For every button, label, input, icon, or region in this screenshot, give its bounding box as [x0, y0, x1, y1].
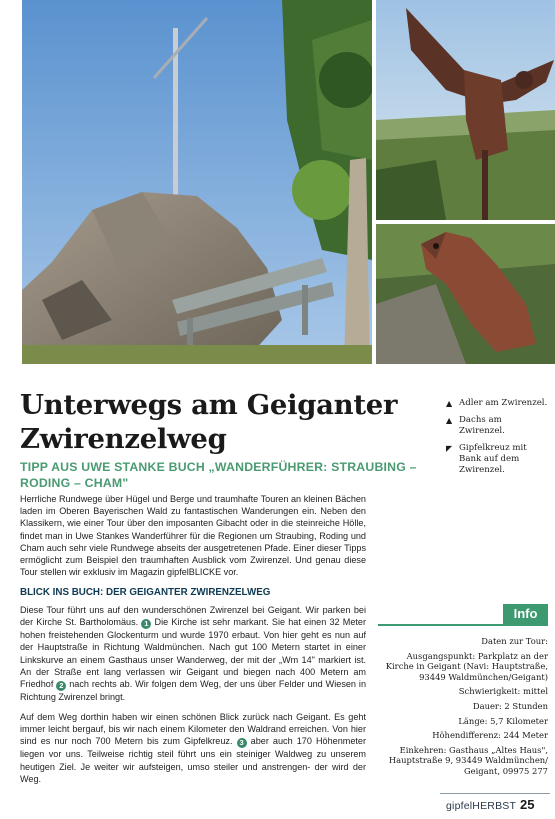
- info-stop: Einkehren: Gasthaus „Altes Haus", Hauptstraße 9, 93449 Waldmünchen/ Geigant, 09975 277: [388, 744, 548, 776]
- caption-arrow-icon: ▲: [446, 416, 453, 425]
- photo-captions: [446, 398, 550, 482]
- caption-text: Adler am Zwirenzel.: [459, 398, 548, 408]
- tour-info-box: [378, 636, 548, 781]
- info-divider: [378, 624, 548, 626]
- info-difficulty: Schwierigkeit: mittel: [458, 686, 548, 697]
- footer-brand: gipfelHERBST: [446, 800, 517, 812]
- info-length: Länge: 5,7 Kilometer: [458, 715, 548, 726]
- waypoint-1-marker: 1: [141, 619, 151, 629]
- section-heading: BLICK INS BUCH: DER GEIGANTER ZWIRENZELWEG: [20, 587, 271, 598]
- info-heading: Daten zur Tour:: [481, 636, 548, 646]
- caption-eagle: [446, 398, 550, 409]
- caption-text: Dachs am Zwirenzel.: [459, 415, 505, 436]
- caption-arrow-icon: ◤: [446, 444, 453, 453]
- article-paragraph-2: [20, 711, 366, 785]
- info-start: Ausgangspunkt: Parkplatz an der Kirche in Geigant (Navi: Hauptstraße, 93449 Waldmünchen/Geigant): [385, 650, 548, 682]
- summit-cross-photo: [22, 0, 372, 364]
- caption-arrow-icon: ▲: [446, 399, 453, 408]
- waypoint-3-marker: 3: [237, 738, 247, 748]
- article-paragraph-1: [20, 604, 366, 703]
- article-subtitle: TIPP AUS UWE STANKE BUCH „WANDERFÜHRER: STRAUBING – RODING – CHAM": [20, 460, 417, 490]
- footer-rule: [440, 793, 550, 794]
- paragraph-2-text-b: aber auch 170 Höhenmeter liegen vor uns. Teilweise richtig steil führt uns ein steiniger Waldweg zu unserem heutigen Ziel. Je weiter wir aufsteigen, umso steiler und anstrengen- der wird der Weg.: [20, 736, 366, 784]
- paragraph-1-text-a: Diese Tour führt uns auf den wunderschönen Zwirenzel bei Geigant. Wir parken bei der Kirche St. Bartholomäus.: [20, 605, 366, 628]
- paragraph-1-text-b: Die Kirche ist sehr markant. Sie hat einen 32 Meter hohen freistehenden Glockenturm und wurde 1970 erbaut. Von hier geht es nun auf der Hauptstraße in Richtung Waldmünchen. Nach gut 100 Metern startet in einer Linkskurve an einem Gasthaus unser Wanderweg, der mit der „Wm 14" markiert ist. An der Straße ent lang verlassen wir Geigant und biegen nach 400 Metern am Friedhof: [20, 617, 366, 690]
- info-tab: Info: [503, 604, 548, 624]
- paragraph-2-text-a: Auf dem Weg dorthin haben wir einen schönen Blick zurück nach Geigant. Es geht immer leicht bergauf, bis wir nach einem Kilometer den Waldrand erreichen. Von hier sind es nur noch 700 Metern bis zum Gipfelkreuz.: [20, 712, 366, 747]
- eagle-sculpture-photo: [376, 0, 555, 220]
- info-duration: Dauer: 2 Stunden: [472, 700, 548, 711]
- waypoint-2-marker: 2: [56, 681, 66, 691]
- caption-summit-cross: [446, 443, 550, 476]
- article-intro: Herrliche Rundwege über Hügel und Berge und traumhafte Touren an kleinen Bächen laden im Oberen Bayerischen Wald zu fantastischen Wanderungen ein. Neben den Klassikern, wie einer Tour über den imposanten Gibacht oder in die steinreiche Hölle, findet man in Uwe Stankes Wanderführer für die Regionen um Straubing, Roding und Cham auch sehr viele Rundwege abseits der ausgetretenen Pfade. Einer dieser Tipps ermöglicht zum Beispiel den traumhaften Ausblick vom Zwirenzel. Und genau diese Tour stellen wir exklusiv im Magazin gipfelBLICKE vor.: [20, 494, 366, 578]
- badger-sculpture-photo: [376, 224, 555, 364]
- article-title: Unterwegs am Geiganter Zwirenzelweg: [20, 389, 398, 455]
- paragraph-1-text-c: nach rechts ab. Wir folgen dem Weg, der uns über Felder und Wiesen in Richtung Zwirenzel bringt.: [20, 679, 367, 703]
- page-number: 25: [520, 797, 535, 812]
- caption-badger: [446, 415, 550, 437]
- caption-text: Gipfelkreuz mit Bank auf dem Zwirenzel.: [459, 443, 527, 475]
- info-elevation: Höhendifferenz: 244 Meter: [432, 730, 548, 741]
